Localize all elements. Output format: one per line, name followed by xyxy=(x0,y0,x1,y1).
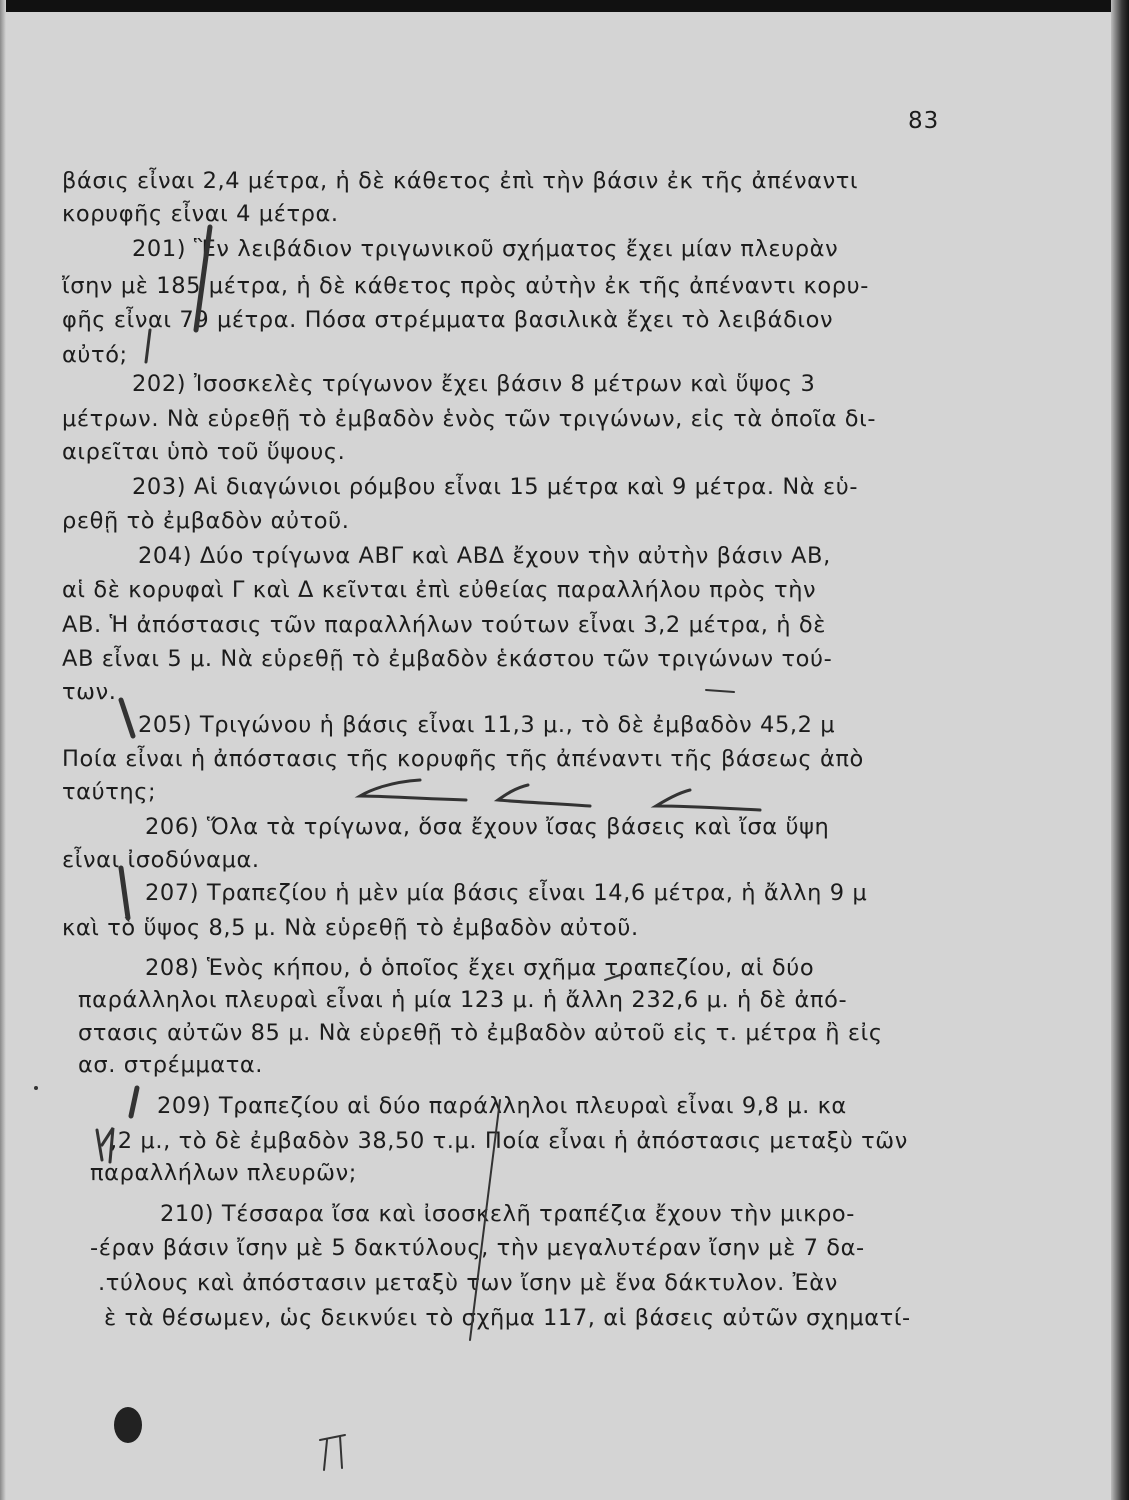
text-line: αιρεῖται ὑπὸ τοῦ ὕψους. xyxy=(62,439,346,465)
text-line: 206) Ὅλα τὰ τρίγωνα, ὅσα ἔχουν ἴσας βάσεις καὶ ἴσα ὕψη xyxy=(145,814,830,840)
text-line: φῆς εἶναι 79 μέτρα. Πόσα στρέμματα βασιλικὰ ἔχει τὸ λειβάδιον xyxy=(62,307,834,333)
text-line: ὲ τὰ θέσωμεν, ὡς δεικνύει τὸ σχῆμα 117, αἱ βάσεις αὐτῶν σχηματί- xyxy=(104,1305,911,1331)
text-line: .τύλους καὶ ἀπόστασιν μεταξὺ των ἴσην μὲ ἕνα δάκτυλον. Ἐὰν xyxy=(98,1270,838,1296)
text-line: ρεθῇ τὸ ἐμβαδὸν αὐτοῦ. xyxy=(62,508,350,534)
page-number: 83 xyxy=(908,108,940,134)
text-line: -έραν βάσιν ἴσην μὲ 5 δακτύλους, τὴν μεγαλυτέραν ἴσην μὲ 7 δα- xyxy=(90,1235,865,1261)
text-line: αἱ δὲ κορυφαὶ Γ καὶ Δ κεῖνται ἐπὶ εὐθείας παραλλήλου πρὸς τὴν xyxy=(62,577,817,603)
text-line: στασις αὐτῶν 85 μ. Νὰ εὑρεθῇ τὸ ἐμβαδὸν αὐτοῦ εἰς τ. μέτρα ἢ εἰς xyxy=(78,1020,883,1046)
text-line: Ποία εἶναι ἡ ἀπόστασις τῆς κορυφῆς τῆς ἀπέναντι τῆς βάσεως ἀπὸ xyxy=(62,746,864,772)
pencil-stroke xyxy=(121,868,128,918)
scan-top-border xyxy=(0,0,1129,12)
scan-left-edge xyxy=(0,0,6,1500)
text-line: αὐτό; xyxy=(62,342,128,368)
text-line: ΑΒ εἶναι 5 μ. Νὰ εὑρεθῇ τὸ ἐμβαδὸν ἑκάστου τῶν τριγώνων τού- xyxy=(62,646,833,672)
text-line: εἶναι ἰσοδύναμα. xyxy=(62,847,260,873)
text-line: ,2 μ., τὸ δὲ ἐμβαδὸν 38,50 τ.μ. Ποία εἶναι ἡ ἀπόστασις μεταξὺ τῶν xyxy=(110,1128,908,1154)
ink-dot xyxy=(34,1086,38,1090)
pencil-arrow xyxy=(656,790,760,810)
pencil-stroke xyxy=(121,700,133,736)
text-line: βάσις εἶναι 2,4 μέτρα, ἡ δὲ κάθετος ἐπὶ τὴν βάσιν ἐκ τῆς ἀπέναντι xyxy=(62,168,859,194)
text-line: 201) Ἓν λειβάδιον τριγωνικοῦ σχήματος ἔχει μίαν πλευρὰν xyxy=(132,236,839,262)
text-line: μέτρων. Νὰ εὑρεθῇ τὸ ἐμβαδὸν ἑνὸς τῶν τριγώνων, εἰς τὰ ὁποῖα δι- xyxy=(62,406,877,432)
text-line: 208) Ἑνὸς κήπου, ὁ ὁποῖος ἔχει σχῆμα τραπεζίου, αἱ δύο xyxy=(145,955,815,981)
text-line: 210) Τέσσαρα ἴσα καὶ ἰσοσκελῆ τραπέζια ἔχουν τὴν μικρο- xyxy=(160,1201,855,1227)
text-line: παραλλήλων πλευρῶν; xyxy=(90,1160,357,1186)
text-line: ἴσην μὲ 185 μέτρα, ἡ δὲ κάθετος πρὸς αὐτὴν ἐκ τῆς ἀπέναντι κορυ- xyxy=(62,273,869,299)
text-line: 203) Αἱ διαγώνιοι ρόμβου εἶναι 15 μέτρα καὶ 9 μέτρα. Νὰ εὑ- xyxy=(132,474,859,500)
pencil-arrow xyxy=(498,785,590,806)
text-line: ταύτης; xyxy=(62,779,157,805)
scan-right-edge xyxy=(1111,0,1129,1500)
text-line: 202) Ἰσοσκελὲς τρίγωνον ἔχει βάσιν 8 μέτρων καὶ ὕψος 3 xyxy=(132,371,816,397)
text-line: καὶ τὸ ὕψος 8,5 μ. Νὰ εὑρεθῇ τὸ ἐμβαδὸν αὐτοῦ. xyxy=(62,915,639,941)
text-line: 204) Δύο τρίγωνα ΑΒΓ καὶ ΑΒΔ ἔχουν τὴν αὐτὴν βάσιν ΑΒ, xyxy=(138,543,831,569)
text-line: ασ. στρέμματα. xyxy=(78,1052,264,1078)
text-line: των. xyxy=(62,679,117,705)
text-line: κορυφῆς εἶναι 4 μέτρα. xyxy=(62,201,339,227)
text-line: 207) Τραπεζίου ἡ μὲν μία βάσις εἶναι 14,6 μέτρα, ἡ ἄλλη 9 μ xyxy=(145,880,868,906)
pencil-mark xyxy=(320,1435,345,1470)
pencil-stroke xyxy=(131,1088,137,1116)
text-line: ΑΒ. Ἡ ἀπόστασις τῶν παραλλήλων τούτων εἶναι 3,2 μέτρα, ἡ δὲ xyxy=(62,612,826,638)
text-line: 205) Τριγώνου ἡ βάσις εἶναι 11,3 μ., τὸ δὲ ἐμβαδὸν 45,2 μ xyxy=(138,712,836,738)
pencil-mark xyxy=(706,690,734,692)
ink-blot xyxy=(114,1407,142,1443)
pencil-arrow xyxy=(360,780,466,800)
text-line: 209) Τραπεζίου αἱ δύο παράλληλοι πλευραὶ εἶναι 9,8 μ. κα xyxy=(157,1093,847,1119)
text-line: παράλληλοι πλευραὶ εἶναι ἡ μία 123 μ. ἡ ἄλλη 232,6 μ. ἡ δὲ ἀπό- xyxy=(78,987,848,1013)
